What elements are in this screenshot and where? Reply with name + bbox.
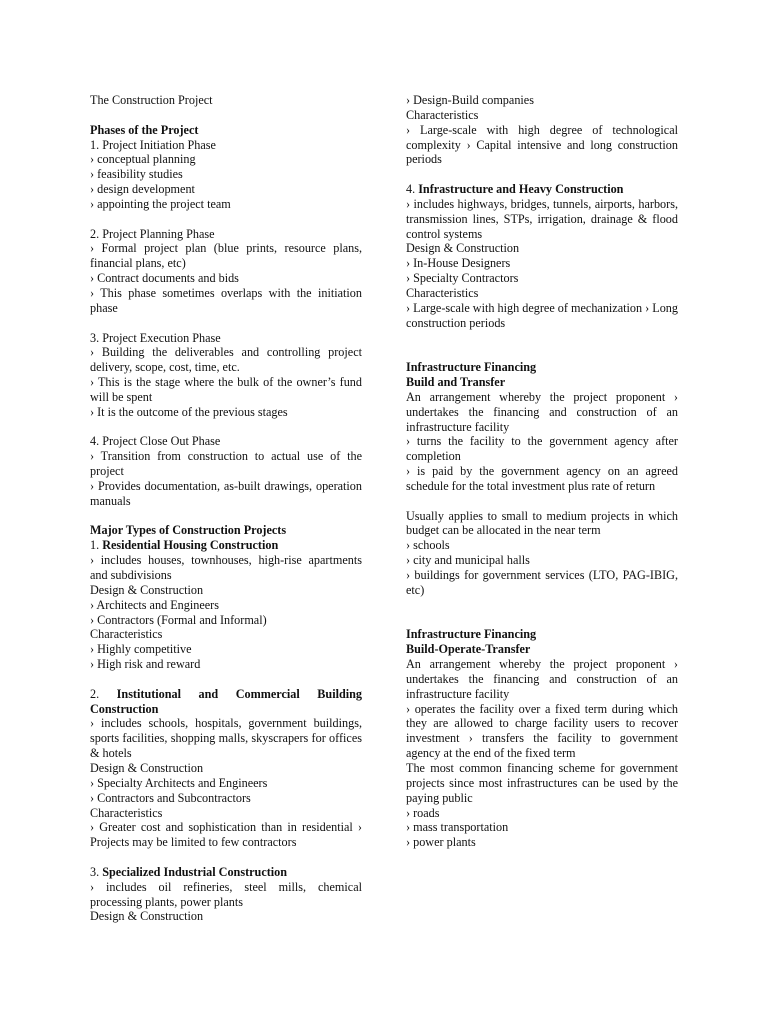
line-text: › buildings for government services (LTO, PAG-IBIG, etc) [406, 568, 678, 597]
line-text: › power plants [406, 835, 476, 850]
line-text: › is paid by the government agency on an agreed schedule for the total investment plus rate of return [406, 464, 678, 493]
line-text: Design & Construction [406, 241, 520, 256]
text-line [90, 642, 362, 657]
section-heading [90, 865, 362, 880]
text-line [406, 197, 678, 242]
heading-number: 2. [90, 686, 117, 701]
text-line [406, 509, 678, 539]
line-text: › Specialty Contractors [406, 271, 519, 286]
line-text: › feasibility studies [90, 167, 183, 182]
text-line [90, 657, 362, 672]
text-line [90, 405, 362, 420]
text-line [90, 716, 362, 761]
paragraph-gap [90, 108, 362, 123]
text-line [406, 553, 678, 568]
text-line [90, 553, 362, 583]
paragraph-gap [406, 613, 678, 628]
line-text: › It is the outcome of the previous stages [90, 404, 288, 419]
line-text: › This is the stage where the bulk of the owner’s fund will be spent [90, 375, 362, 404]
section-heading [90, 687, 362, 717]
heading-number: 3. [90, 864, 103, 879]
text-line [90, 93, 362, 108]
text-line [90, 449, 362, 479]
section-heading [406, 642, 678, 657]
line-text: › Contractors (Formal and Informal) [90, 612, 267, 627]
line-text: › conceptual planning [90, 152, 196, 167]
text-line [90, 286, 362, 316]
text-line [406, 301, 678, 331]
line-text: › includes schools, hospitals, government buildings, sports facilities, shopping malls, skyscrapers for offices & hotels [90, 716, 362, 761]
line-text: › appointing the project team [90, 196, 231, 211]
text-line [90, 152, 362, 167]
line-text: › operates the facility over a fixed term during which they are allowed to charge facility users to recover investment › transfers the facility to government agency at the end of the fixed term [406, 701, 678, 761]
heading-text: Infrastructure Financing [406, 360, 537, 375]
text-line [90, 375, 362, 405]
text-line [406, 390, 678, 435]
text-line [90, 331, 362, 346]
text-line [406, 568, 678, 598]
paragraph-gap [406, 494, 678, 509]
line-text: 3. Project Execution Phase [90, 330, 221, 345]
text-line [90, 598, 362, 613]
paragraph-gap [90, 509, 362, 524]
line-text: Design & Construction [90, 760, 204, 775]
line-text: An arrangement whereby the project proponent › undertakes the financing and construction of an infrastructure facility [406, 389, 678, 434]
text-line [406, 434, 678, 464]
section-heading [406, 627, 678, 642]
line-text: Characteristics [406, 107, 479, 122]
line-text: › In-House Designers [406, 256, 511, 271]
section-heading [406, 182, 678, 197]
text-line [406, 538, 678, 553]
section-heading [406, 360, 678, 375]
text-line [406, 657, 678, 702]
paragraph-gap [90, 850, 362, 865]
paragraph-gap [90, 672, 362, 687]
text-line [90, 627, 362, 642]
section-heading [406, 375, 678, 390]
paragraph-gap [90, 420, 362, 435]
text-line [90, 613, 362, 628]
text-line [406, 464, 678, 494]
text-line [90, 167, 362, 182]
line-text: › Contractors and Subcontractors [90, 790, 251, 805]
line-text: › Specialty Architects and Engineers [90, 775, 268, 790]
text-line [90, 479, 362, 509]
line-text: › includes highways, bridges, tunnels, airports, harbors, transmission lines, STPs, irrigation, drainage & flood control systems [406, 196, 678, 241]
line-text: 4. Project Close Out Phase [90, 434, 221, 449]
line-text: › Formal project plan (blue prints, resource plans, financial plans, etc) [90, 241, 362, 271]
paragraph-gap [90, 316, 362, 331]
text-line [406, 806, 678, 821]
line-text: › Greater cost and sophistication than in residential › Projects may be limited to few contractors [90, 820, 362, 850]
heading-text: Build and Transfer [406, 375, 506, 390]
text-line [90, 241, 362, 271]
line-text: 2. Project Planning Phase [90, 226, 215, 241]
line-text: Design & Construction [90, 909, 204, 924]
paragraph-gap [90, 212, 362, 227]
line-text: › Contract documents and bids [90, 271, 239, 286]
text-line [90, 909, 362, 924]
text-line [406, 93, 678, 108]
text-line [90, 776, 362, 791]
line-text: › design development [90, 182, 195, 197]
line-text: Usually applies to small to medium projects in which budget can be allocated in the near term [406, 508, 678, 538]
text-line [90, 806, 362, 821]
line-text: Characteristics [90, 627, 163, 642]
paragraph-gap [406, 345, 678, 360]
text-line [406, 241, 678, 256]
text-line [406, 256, 678, 271]
text-line [406, 820, 678, 835]
text-line [406, 271, 678, 286]
text-line [406, 286, 678, 301]
text-line [406, 835, 678, 850]
paragraph-gap [406, 167, 678, 182]
line-text: › schools [406, 538, 450, 553]
heading-text: Infrastructure Financing [406, 627, 537, 642]
text-line [90, 182, 362, 197]
heading-text: Major Types of Construction Projects [90, 523, 287, 538]
line-text: › Provides documentation, as-built drawings, operation manuals [90, 478, 362, 508]
text-line [90, 434, 362, 449]
line-text: The most common financing scheme for government projects since most infrastructures can be used by the paying public [406, 760, 678, 805]
line-text: › Building the deliverables and controlling project delivery, scope, cost, time, etc. [90, 345, 362, 375]
line-text: › Large-scale with high degree of technological complexity › Capital intensive and long construction periods [406, 122, 678, 167]
line-text: › Design-Build companies [406, 93, 534, 107]
text-line [90, 197, 362, 212]
text-line [90, 791, 362, 806]
paragraph-gap [406, 598, 678, 613]
line-text: › mass transportation [406, 820, 509, 835]
line-text: › Large-scale with high degree of mechanization › Long construction periods [406, 300, 678, 330]
text-line [90, 345, 362, 375]
heading-number: 4. [406, 182, 419, 197]
section-heading [90, 538, 362, 553]
text-line [406, 761, 678, 806]
left-column [90, 93, 362, 924]
heading-number: 1. [90, 538, 103, 553]
line-text: Characteristics [90, 805, 163, 820]
text-line [406, 108, 678, 123]
heading-text: Residential Housing Construction [102, 538, 279, 553]
line-text: › includes oil refineries, steel mills, chemical processing plants, power plants [90, 879, 362, 909]
text-line [406, 123, 678, 168]
line-text: 1. Project Initiation Phase [90, 137, 216, 152]
heading-text: Build-Operate-Transfer [406, 642, 531, 657]
text-line [90, 820, 362, 850]
line-text: › includes houses, townhouses, high-rise apartments and subdivisions [90, 553, 362, 582]
line-text: › turns the facility to the government agency after completion [406, 434, 678, 464]
line-text: › Transition from construction to actual use of the project [90, 449, 362, 479]
line-text: The Construction Project [90, 93, 213, 107]
heading-text: Institutional and Commercial Building Construction [90, 686, 363, 716]
right-column [406, 93, 678, 850]
line-text: › roads [406, 805, 440, 820]
line-text: › High risk and reward [90, 657, 201, 672]
heading-text: Phases of the Project [90, 122, 199, 137]
text-line [90, 880, 362, 910]
line-text: › city and municipal halls [406, 553, 530, 568]
line-text: Design & Construction [90, 582, 204, 597]
text-line [90, 583, 362, 598]
line-text: Characteristics [406, 285, 479, 300]
heading-text: Specialized Industrial Construction [102, 864, 288, 879]
line-text: › Architects and Engineers [90, 597, 219, 612]
line-text: An arrangement whereby the project proponent › undertakes the financing and construction of an infrastructure facility [406, 657, 678, 701]
text-line [90, 271, 362, 286]
text-line [90, 138, 362, 153]
text-line [406, 702, 678, 761]
heading-text: Infrastructure and Heavy Construction [418, 182, 624, 197]
section-heading [90, 123, 362, 138]
line-text: › This phase sometimes overlaps with the initiation phase [90, 285, 362, 315]
text-line [90, 227, 362, 242]
section-heading [90, 523, 362, 538]
paragraph-gap [406, 331, 678, 346]
text-line [90, 761, 362, 776]
line-text: › Highly competitive [90, 642, 192, 657]
